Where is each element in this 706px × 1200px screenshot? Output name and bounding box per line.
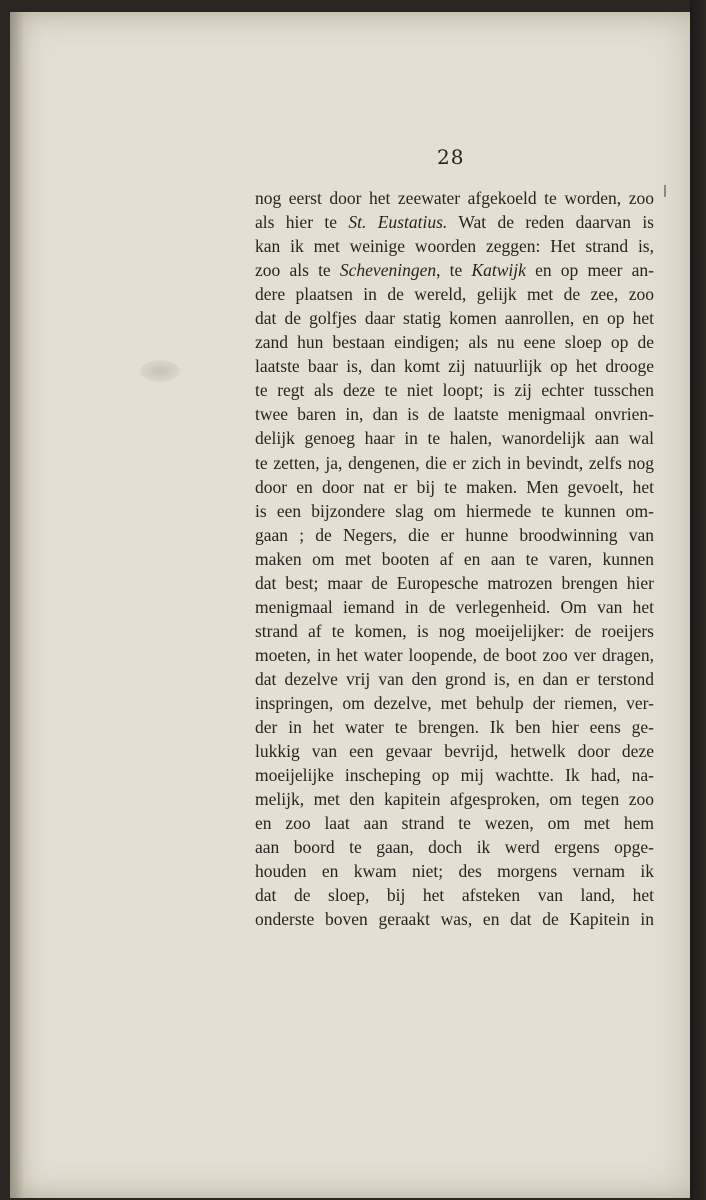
page-number: 28 bbox=[437, 145, 465, 169]
text-span: dat de golfjes daar statig komen aanrollen, en op het bbox=[255, 308, 654, 329]
text-line bbox=[255, 907, 654, 931]
text-span: menigmaal iemand in de verlegenheid. Om van het bbox=[255, 596, 654, 617]
italic-text: Scheveningen bbox=[339, 260, 437, 281]
text-line bbox=[255, 475, 654, 499]
text-line bbox=[255, 787, 654, 811]
text-span: aan boord te gaan, doch ik werd ergens opge- bbox=[255, 837, 654, 858]
text-line bbox=[255, 811, 654, 835]
text-line bbox=[255, 763, 654, 787]
text-line bbox=[255, 282, 654, 306]
text-line bbox=[255, 619, 654, 643]
text-span: dat best; maar de Europesche matrozen brengen hier bbox=[255, 572, 654, 593]
text-line bbox=[255, 306, 654, 330]
text-span: te regt als deze te niet loopt; is zij echter tusschen bbox=[255, 380, 654, 401]
text-line bbox=[255, 426, 654, 450]
text-line bbox=[255, 739, 654, 763]
text-line bbox=[255, 667, 654, 691]
text-span: moeijelijke inscheping op mij wachtte. Ik had, na- bbox=[255, 765, 654, 786]
text-span: strand af te komen, is nog moeijelijker: de roeijers bbox=[255, 620, 654, 641]
text-line bbox=[255, 402, 654, 426]
text-line bbox=[255, 643, 654, 667]
text-span: twee baren in, dan is de laatste menigmaal onvrien- bbox=[255, 404, 654, 425]
text-span: te zetten, ja, dengenen, die er zich in bevindt, zelfs nog bbox=[255, 452, 654, 473]
margin-mark bbox=[664, 185, 666, 197]
text-line bbox=[255, 883, 654, 907]
text-span: zand hun bestaan eindigen; als nu eene sloep op de bbox=[255, 332, 654, 353]
text-span: melijk, met den kapitein afgesproken, om tegen zoo bbox=[255, 789, 654, 810]
text-span: gaan ; de Negers, die er hunne broodwinning van bbox=[255, 524, 654, 545]
text-span: is een bijzondere slag om hiermede te kunnen om- bbox=[255, 500, 654, 521]
text-span: kan ik met weinige woorden zeggen: Het strand is, bbox=[255, 236, 654, 257]
text-span: lukkig van een gevaar bevrijd, hetwelk door deze bbox=[255, 741, 654, 762]
text-span: Wat de reden daarvan is bbox=[447, 212, 654, 233]
text-span: laatste baar is, dan komt zij natuurlijk op het drooge bbox=[255, 356, 654, 377]
text-span: dat dezelve vrij van den grond is, en dan er terstond bbox=[255, 668, 654, 689]
text-span: als hier te bbox=[255, 212, 349, 233]
text-span: zoo als te bbox=[255, 260, 340, 281]
text-line bbox=[255, 186, 654, 210]
text-line bbox=[255, 571, 654, 595]
text-line bbox=[255, 378, 654, 402]
text-span: en zoo laat aan strand te wezen, om met hem bbox=[255, 813, 654, 834]
text-line bbox=[255, 595, 654, 619]
italic-text: Katwijk bbox=[471, 260, 526, 281]
paper-stain bbox=[140, 360, 180, 382]
text-span: nog eerst door het zeewater afgekoeld te worden, zoo bbox=[255, 188, 654, 208]
text-span: door en door nat er bij te maken. Men gevoelt, het bbox=[255, 476, 654, 497]
text-span: dat de sloep, bij het afsteken van land, het bbox=[255, 885, 654, 906]
text-span: maken om met booten af en aan te varen, kunnen bbox=[255, 548, 654, 569]
text-line bbox=[255, 691, 654, 715]
text-span: delijk genoeg haar in te halen, wanordelijk aan wal bbox=[255, 428, 654, 449]
text-line bbox=[255, 354, 654, 378]
text-line bbox=[255, 258, 654, 282]
body-text bbox=[255, 186, 654, 931]
text-line bbox=[255, 499, 654, 523]
text-span: houden en kwam niet; des morgens vernam ik bbox=[255, 861, 654, 882]
text-line bbox=[255, 330, 654, 354]
text-span: onderste boven geraakt was, en dat de Kapitein in bbox=[255, 909, 654, 930]
text-line bbox=[255, 210, 654, 234]
text-span: en op meer an- bbox=[525, 260, 654, 281]
page-gutter-shadow bbox=[10, 12, 24, 1198]
italic-text: St. Eustatius. bbox=[348, 212, 448, 233]
text-line bbox=[255, 523, 654, 547]
text-line bbox=[255, 547, 654, 571]
text-line bbox=[255, 859, 654, 883]
text-line bbox=[255, 835, 654, 859]
text-span: der in het water te brengen. Ik ben hier eens ge- bbox=[255, 717, 654, 738]
book-edge bbox=[690, 0, 706, 1200]
text-line bbox=[255, 715, 654, 739]
text-span: inspringen, om dezelve, met behulp der riemen, ver- bbox=[255, 692, 654, 713]
text-line bbox=[255, 234, 654, 258]
text-span: moeten, in het water loopende, de boot zoo ver dragen, bbox=[255, 644, 654, 665]
text-span: , te bbox=[436, 260, 472, 281]
text-line bbox=[255, 451, 654, 475]
text-span: dere plaatsen in de wereld, gelijk met de zee, zoo bbox=[255, 284, 654, 305]
